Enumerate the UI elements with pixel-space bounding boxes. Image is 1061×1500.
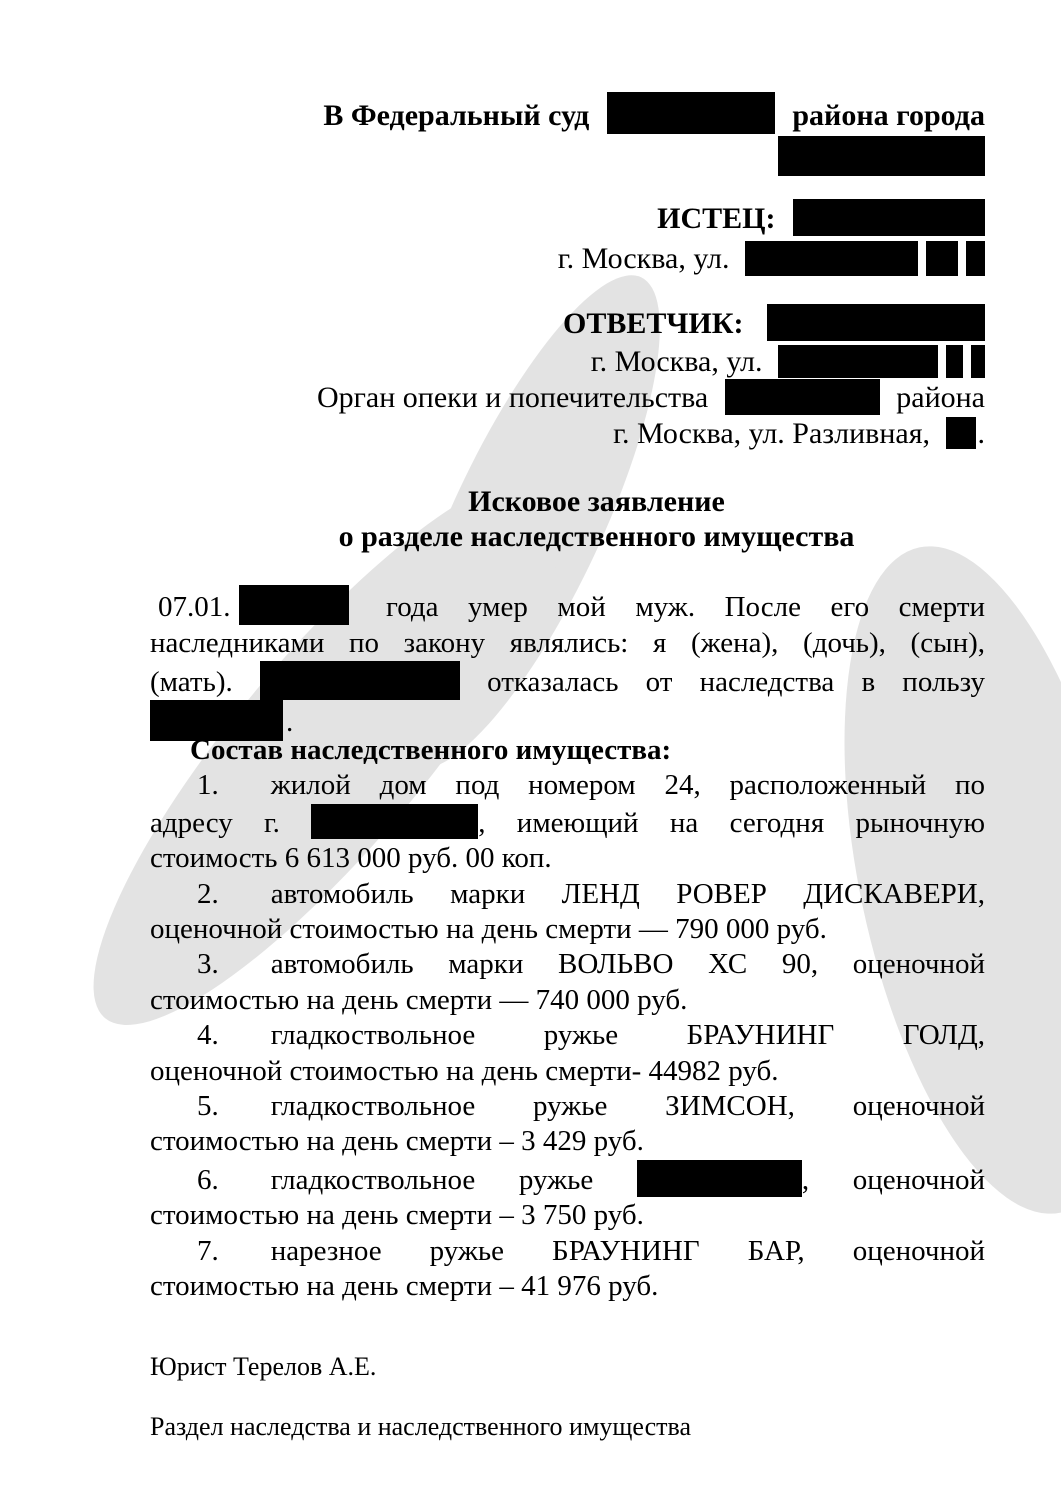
estate-heading: Состав наследственного имущества:: [190, 734, 672, 766]
estate-item-1-line2: [150, 804, 985, 841]
document-tagline: Раздел наследства и наследственного имущества: [150, 1412, 691, 1441]
intro-line2: наследниками по закону являлись: я (жена), (дочь), (сын),: [150, 627, 985, 659]
guardianship-suffix: района: [896, 381, 985, 414]
redaction-bar: [239, 585, 349, 625]
intro-paragraph: [150, 585, 985, 741]
intro-line4-end: .: [286, 706, 294, 738]
estate-item-6-line2: стоимостью на день смерти – 3 750 руб.: [150, 1199, 644, 1232]
court-name-prefix: В Федеральный суд: [323, 99, 590, 132]
redaction-bar: [946, 417, 976, 449]
document-title: [150, 484, 985, 554]
item-number: 6.: [197, 1163, 219, 1196]
intro-line3-rest: отказалась от наследства в пользу: [487, 666, 985, 698]
item-text: автомобиль марки ЛЕНД РОВЕР ДИСКАВЕРИ,: [270, 877, 985, 910]
item-text: жилой дом под номером 24, расположенный по: [270, 769, 985, 802]
intro-line3: [150, 661, 985, 700]
redaction-bar: [926, 241, 958, 276]
intro-line1: [150, 585, 985, 625]
estate-item-1-line3: стоимость 6 613 000 руб. 00 коп.: [150, 842, 552, 875]
estate-item-5-line1: [150, 1089, 985, 1124]
item-text: гладкоствольное ружье ЗИМСОН, оценочной: [270, 1090, 985, 1123]
redaction-bar: [725, 379, 880, 415]
plaintiff-address-line: [558, 238, 985, 280]
item-number: 4.: [197, 1019, 219, 1052]
guardianship-address: г. Москва, ул. Разливная,: [613, 417, 930, 450]
item-number: 5.: [197, 1090, 219, 1123]
redaction-bar: [260, 661, 460, 700]
document-title-line1: Исковое заявление: [468, 485, 725, 518]
redaction-bar: [767, 304, 985, 341]
plaintiff-label: ИСТЕЦ:: [657, 202, 776, 235]
court-header-line2: [778, 136, 985, 179]
intro-line1-rest: года умер мой муж. После его смерти: [386, 591, 986, 623]
estate-item-4-line2: оценочной стоимостью на день смерти- 44982 руб.: [150, 1054, 779, 1087]
estate-item-6-line1: [150, 1160, 985, 1198]
defendant-label: ОТВЕТЧИК:: [563, 307, 744, 340]
item-text: гладкоствольное ружье БРАУНИНГ ГОЛД,: [270, 1019, 985, 1052]
estate-section: [150, 733, 985, 1305]
court-header-line1: [323, 92, 985, 137]
redaction-bar: [311, 804, 478, 839]
item-text: , имеющий на сегодня рыночную: [478, 806, 985, 839]
redaction-bar: [745, 241, 918, 276]
item-text: автомобиль марки ВОЛЬВО ХС 90, оценочной: [270, 948, 985, 981]
death-date-prefix: 07.01.: [158, 591, 231, 623]
tab-spacer: [219, 1259, 271, 1260]
redaction-bar: [793, 199, 985, 236]
lawyer-signature: Юрист Терелов А.Е.: [150, 1352, 377, 1381]
tab-spacer: [219, 902, 271, 903]
defendant-line: [563, 303, 985, 345]
redaction-bar: [637, 1160, 802, 1197]
tab-spacer: [219, 1188, 271, 1189]
document-title-line2: о разделе наследственного имущества: [338, 520, 855, 553]
estate-item-7-line2: стоимостью на день смерти – 41 976 руб.: [150, 1270, 659, 1303]
redaction-bar: [778, 345, 938, 378]
court-name-suffix: района города: [792, 99, 985, 132]
estate-item-3-line1: [150, 947, 985, 982]
guardianship-address-end: .: [977, 417, 985, 450]
tab-spacer: [219, 1043, 271, 1044]
item-number: 3.: [197, 948, 219, 981]
guardianship-address-line: [613, 413, 985, 455]
item-text: гладкоствольное ружье: [270, 1163, 594, 1196]
plaintiff-address-prefix: г. Москва, ул.: [557, 242, 730, 275]
item-text: адресу г.: [150, 806, 280, 839]
estate-item-2-line1: [150, 877, 985, 912]
item-number: 1.: [197, 769, 219, 802]
intro-line3-prefix: (мать).: [150, 666, 233, 698]
redaction-bar: [778, 136, 985, 176]
guardianship-prefix: Орган опеки и попечительства: [316, 381, 709, 414]
item-text: , оценочной: [801, 1163, 985, 1196]
redaction-bar: [971, 345, 985, 378]
plaintiff-line: [657, 198, 985, 240]
estate-item-7-line1: [150, 1234, 985, 1269]
estate-item-4-line1: [150, 1018, 985, 1053]
estate-item-2-line2: оценочной стоимостью на день смерти — 790 000 руб.: [150, 913, 827, 946]
estate-item-1-line1: [150, 768, 985, 803]
estate-item-3-line2: стоимостью на день смерти — 740 000 руб.: [150, 983, 688, 1016]
tab-spacer: [219, 1114, 271, 1115]
tab-spacer: [219, 793, 271, 794]
estate-item-5-line2: стоимостью на день смерти – 3 429 руб.: [150, 1125, 644, 1158]
redaction-bar: [966, 241, 985, 276]
item-text: нарезное ружье БРАУНИНГ БАР, оценочной: [270, 1234, 985, 1267]
item-number: 7.: [197, 1234, 219, 1267]
defendant-address-prefix: г. Москва, ул.: [590, 345, 763, 378]
redaction-bar: [946, 345, 963, 378]
item-number: 2.: [197, 877, 219, 910]
tab-spacer: [219, 972, 271, 973]
redaction-bar: [607, 92, 775, 134]
